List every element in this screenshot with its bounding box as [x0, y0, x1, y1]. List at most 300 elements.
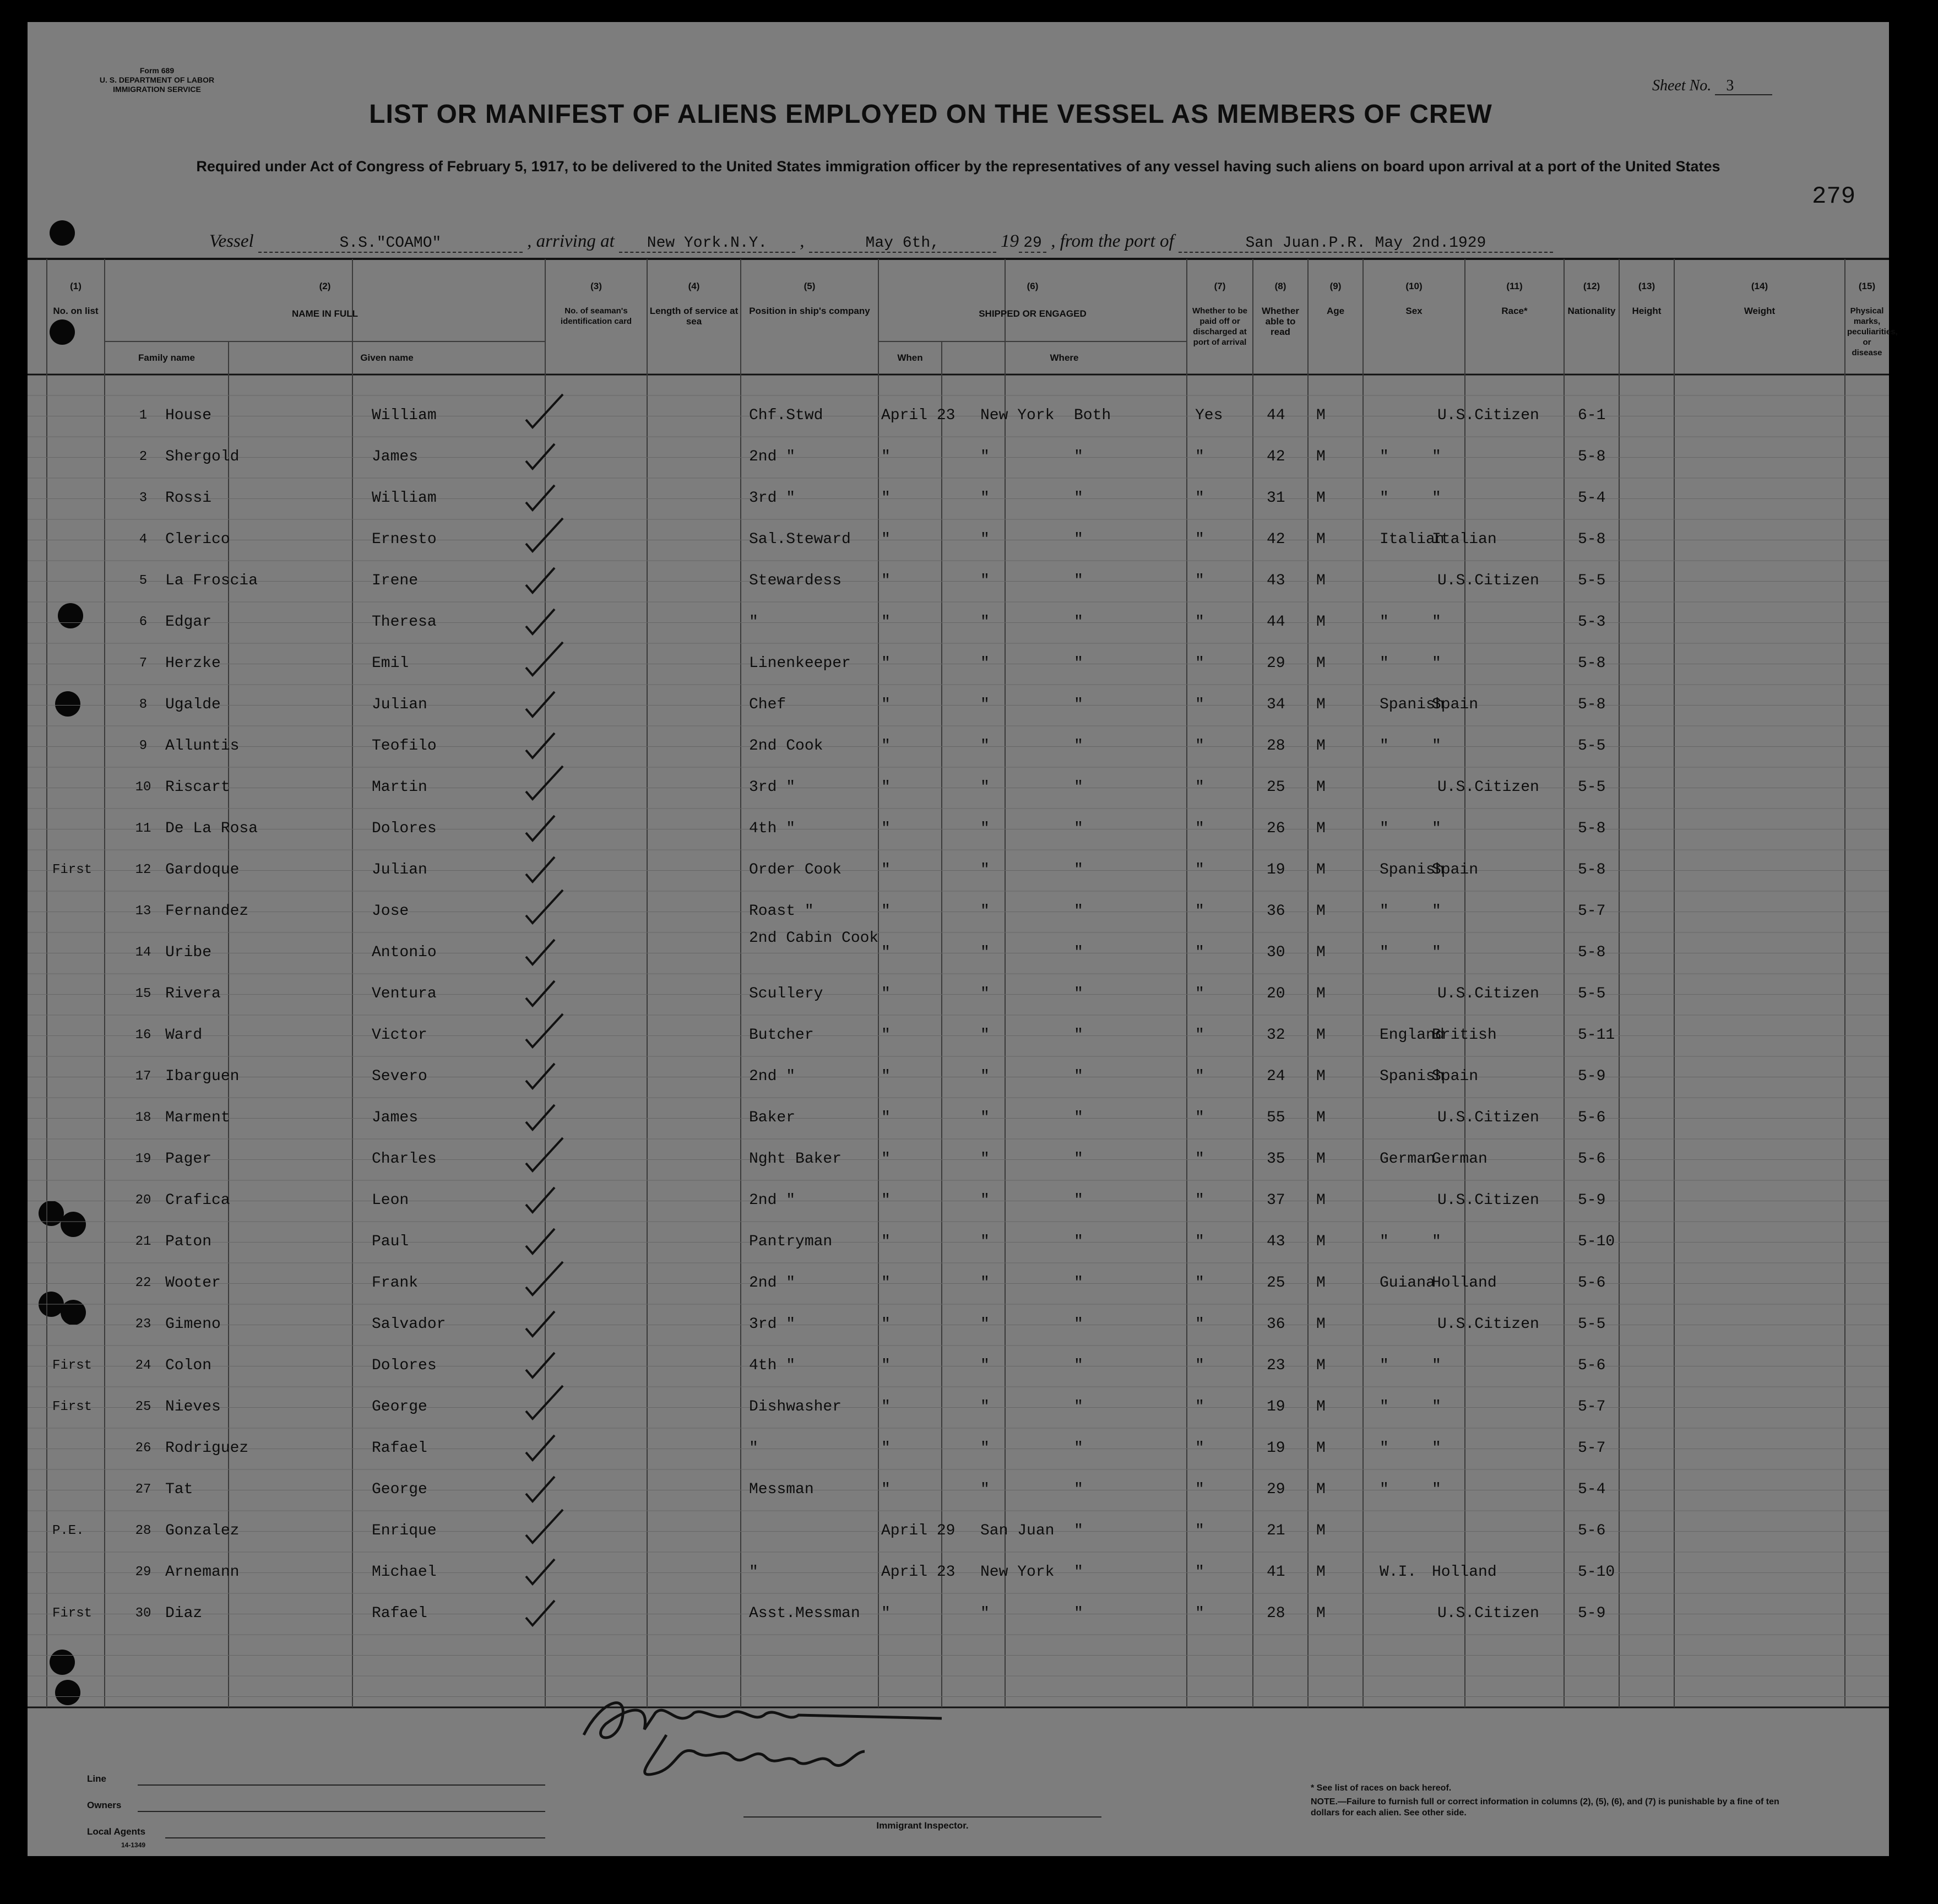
column-label: Position in ship's company: [749, 306, 870, 316]
check-mark: [526, 1138, 563, 1171]
shipped-when: ": [881, 490, 891, 507]
local-agents-label: Local Agents: [87, 1826, 146, 1837]
family-name: Pager: [165, 1151, 212, 1168]
able-to-read: ": [1195, 1440, 1204, 1457]
family-name-header: Family name: [138, 352, 195, 363]
paid-off: ": [1074, 1398, 1083, 1415]
shipped-where: ": [980, 1398, 990, 1415]
given-name: Rafael: [372, 1605, 427, 1622]
arrival-date: May 6th,: [809, 235, 996, 253]
shipped-where: San Juan: [980, 1522, 1055, 1539]
column-label: Physical marks, peculiarities, or disease: [1847, 306, 1898, 357]
row-number: 16: [135, 1028, 151, 1043]
check-mark: [526, 444, 555, 469]
page-title: LIST OR MANIFEST OF ALIENS EMPLOYED ON THE VESSEL AS MEMBERS OF CREW: [369, 100, 1492, 129]
shipped-when: April 29: [881, 1522, 956, 1539]
given-name: Julian: [372, 696, 427, 713]
row-number: 9: [139, 739, 148, 753]
race: ": [1380, 820, 1389, 837]
race: England: [1380, 1027, 1445, 1044]
check-mark: [526, 485, 555, 510]
age: 28: [1267, 1605, 1285, 1622]
given-name: Antonio: [372, 944, 437, 961]
check-mark: [526, 1435, 555, 1460]
paid-off: ": [1074, 1357, 1083, 1374]
owners-field: [138, 1811, 545, 1812]
sex: M: [1316, 985, 1326, 1002]
sex: M: [1316, 1605, 1326, 1622]
sex: M: [1316, 1192, 1326, 1209]
check-mark: [526, 394, 563, 427]
from-label: , from the port of: [1051, 231, 1174, 251]
family-name: Herzke: [165, 655, 221, 672]
height: 5-3: [1578, 614, 1606, 631]
given-name: Michael: [372, 1564, 437, 1581]
column-label: NAME IN FULL: [292, 308, 358, 319]
sex: M: [1316, 655, 1326, 672]
department-name: U. S. DEPARTMENT OF LABOR: [99, 75, 215, 84]
paid-off: ": [1074, 903, 1083, 920]
height: 5-4: [1578, 1481, 1606, 1498]
race: Italian: [1380, 531, 1445, 548]
check-mark: [526, 890, 563, 923]
age: 36: [1267, 903, 1285, 920]
race: Guiana: [1380, 1274, 1435, 1292]
sex: M: [1316, 820, 1326, 837]
sex: M: [1316, 1068, 1326, 1085]
shipped-when: ": [881, 903, 891, 920]
row-number: 7: [139, 656, 148, 671]
column-number: (3): [590, 281, 602, 291]
given-name: Ventura: [372, 985, 437, 1002]
age: 25: [1267, 779, 1285, 796]
able-to-read: ": [1195, 448, 1204, 465]
column-label: SHIPPED OR ENGAGED: [979, 308, 1087, 319]
height: 5-5: [1578, 1316, 1606, 1333]
position: 2nd Cook: [749, 737, 823, 755]
shipped-where: ": [980, 944, 990, 961]
sex: M: [1316, 614, 1326, 631]
given-name: Julian: [372, 861, 427, 878]
row-number: 2: [139, 449, 148, 464]
family-name: Shergold: [165, 448, 240, 465]
race: Spanish: [1380, 861, 1445, 878]
able-to-read: ": [1195, 944, 1204, 961]
column-number: (8): [1274, 281, 1286, 291]
sheet-value: 3: [1715, 77, 1772, 95]
able-to-read: ": [1195, 696, 1204, 713]
row-number: 13: [135, 904, 151, 919]
check-mark: [526, 857, 555, 882]
age: 21: [1267, 1522, 1285, 1539]
given-name-header: Given name: [360, 352, 414, 363]
height: 5-7: [1578, 1398, 1606, 1415]
paid-off: ": [1074, 448, 1083, 465]
height: 5-4: [1578, 490, 1606, 507]
paid-off: ": [1074, 1440, 1083, 1457]
sex: M: [1316, 1151, 1326, 1168]
paid-off: ": [1074, 1522, 1083, 1539]
paid-off: ": [1074, 1027, 1083, 1044]
able-to-read: ": [1195, 655, 1204, 672]
nationality: U.S.Citizen: [1437, 1316, 1539, 1333]
paid-off: ": [1074, 1316, 1083, 1333]
race: ": [1380, 903, 1389, 920]
age: 19: [1267, 861, 1285, 878]
height: 5-10: [1578, 1564, 1615, 1581]
check-mark: [526, 733, 555, 758]
position: Chf.Stwd: [749, 407, 823, 424]
shipped-where: ": [980, 1192, 990, 1209]
height: 5-7: [1578, 1440, 1606, 1457]
shipped-where: ": [980, 1316, 990, 1333]
paid-off: ": [1074, 1233, 1083, 1250]
races-note: * See list of races on back hereof.: [1311, 1783, 1452, 1793]
given-name: Martin: [372, 779, 427, 796]
position: Sal.Steward: [749, 531, 851, 548]
age: 36: [1267, 1316, 1285, 1333]
age: 34: [1267, 696, 1285, 713]
check-mark: [526, 1559, 555, 1584]
able-to-read: ": [1195, 531, 1204, 548]
line-field: [138, 1784, 545, 1786]
shipped-when: ": [881, 1440, 891, 1457]
column-number: (2): [319, 281, 331, 291]
given-name: William: [372, 490, 437, 507]
paid-off: ": [1074, 985, 1083, 1002]
nationality: U.S.Citizen: [1437, 1192, 1539, 1209]
able-to-read: ": [1195, 1398, 1204, 1415]
height: 6-1: [1578, 407, 1606, 424]
shipped-where: ": [980, 696, 990, 713]
nationality: U.S.Citizen: [1437, 1109, 1539, 1126]
able-to-read: ": [1195, 1481, 1204, 1498]
row-number: 20: [135, 1193, 151, 1208]
race: ": [1380, 655, 1389, 672]
given-name: William: [372, 407, 437, 424]
check-mark: [526, 1187, 555, 1212]
position: 2nd ": [749, 1192, 796, 1209]
able-to-read: ": [1195, 490, 1204, 507]
age: 32: [1267, 1027, 1285, 1044]
form-code: 14-1349: [121, 1841, 146, 1849]
age: 43: [1267, 572, 1285, 589]
age: 29: [1267, 655, 1285, 672]
age: 30: [1267, 944, 1285, 961]
column-number: (4): [688, 281, 700, 291]
age: 20: [1267, 985, 1285, 1002]
row-number: 27: [135, 1482, 151, 1497]
shipped-where: ": [980, 1233, 990, 1250]
paid-off: ": [1074, 696, 1083, 713]
position: 4th ": [749, 1357, 796, 1374]
check-mark: [526, 1601, 555, 1625]
sex: M: [1316, 1274, 1326, 1292]
family-name: Gardoque: [165, 861, 240, 878]
nationality: ": [1432, 944, 1441, 961]
row-note: P.E.: [52, 1523, 84, 1538]
family-name: Ibarguen: [165, 1068, 240, 1085]
row-number: 1: [139, 408, 148, 423]
paid-off: ": [1074, 614, 1083, 631]
given-name: Charles: [372, 1151, 437, 1168]
row-number: 17: [135, 1069, 151, 1084]
age: 23: [1267, 1357, 1285, 1374]
family-name: Gimeno: [165, 1316, 221, 1333]
position: Baker: [749, 1109, 796, 1126]
able-to-read: ": [1195, 1109, 1204, 1126]
given-name: Victor: [372, 1027, 427, 1044]
paid-off: ": [1074, 820, 1083, 837]
row-number: 28: [135, 1523, 151, 1538]
vessel-name: S.S."COAMO": [258, 235, 523, 253]
row-number: 21: [135, 1234, 151, 1249]
sex: M: [1316, 944, 1326, 961]
nationality: Holland: [1432, 1564, 1497, 1581]
shipped-when: ": [881, 820, 891, 837]
service-name: IMMIGRATION SERVICE: [113, 85, 201, 94]
sex: M: [1316, 737, 1326, 755]
paid-off: ": [1074, 1481, 1083, 1498]
family-name: Edgar: [165, 614, 212, 631]
column-number: (5): [804, 281, 816, 291]
able-to-read: ": [1195, 1605, 1204, 1622]
nationality: Holland: [1432, 1274, 1497, 1292]
given-name: George: [372, 1481, 427, 1498]
sex: M: [1316, 490, 1326, 507]
check-mark: [526, 1353, 555, 1377]
given-name: Leon: [372, 1192, 409, 1209]
position: 2nd ": [749, 1068, 796, 1085]
position: 2nd ": [749, 1274, 796, 1292]
position: 4th ": [749, 820, 796, 837]
shipped-when: ": [881, 779, 891, 796]
shipped-when: ": [881, 1274, 891, 1292]
row-number: 12: [135, 863, 151, 877]
sex: M: [1316, 531, 1326, 548]
sex: M: [1316, 572, 1326, 589]
paid-off: ": [1074, 1068, 1083, 1085]
column-number: (11): [1506, 281, 1523, 291]
row-number: 22: [135, 1276, 151, 1290]
age: 44: [1267, 614, 1285, 631]
race: Spanish: [1380, 1068, 1445, 1085]
height: 5-10: [1578, 1233, 1615, 1250]
paid-off: Both: [1074, 407, 1111, 424]
family-name: Tat: [165, 1481, 193, 1498]
check-mark: [526, 816, 555, 840]
able-to-read: ": [1195, 820, 1204, 837]
row-note: First: [52, 1358, 93, 1373]
age: 26: [1267, 820, 1285, 837]
paid-off: ": [1074, 861, 1083, 878]
nationality: U.S.Citizen: [1437, 407, 1539, 424]
nationality: Spain: [1432, 696, 1479, 713]
check-mark: [526, 568, 555, 593]
family-name: Crafica: [165, 1192, 230, 1209]
nationality: U.S.Citizen: [1437, 985, 1539, 1002]
check-mark: [526, 1064, 555, 1088]
given-name: James: [372, 1109, 419, 1126]
column-number: (10): [1405, 281, 1423, 291]
column-label: Age: [1326, 306, 1345, 316]
given-name: Theresa: [372, 614, 437, 631]
height: 5-6: [1578, 1522, 1606, 1539]
column-number: (15): [1858, 281, 1876, 291]
column-label: Whether to be paid off or discharged at port of arrival: [1192, 306, 1247, 347]
age: 29: [1267, 1481, 1285, 1498]
position: 3rd ": [749, 1316, 796, 1333]
shipped-when: April 23: [881, 407, 956, 424]
column-label: Sex: [1405, 306, 1423, 316]
sex: M: [1316, 1564, 1326, 1581]
row-number: 8: [139, 697, 148, 712]
row-number: 10: [135, 780, 151, 795]
shipped-when: ": [881, 1027, 891, 1044]
paid-off: ": [1074, 1192, 1083, 1209]
shipped-when: ": [881, 1316, 891, 1333]
sex: M: [1316, 1440, 1326, 1457]
shipped-where: ": [980, 1357, 990, 1374]
local-agents-field: [165, 1837, 545, 1838]
height: 5-5: [1578, 985, 1606, 1002]
able-to-read: ": [1195, 1068, 1204, 1085]
family-name: De La Rosa: [165, 820, 258, 837]
shipped-when: ": [881, 1605, 891, 1622]
row-number: 11: [135, 821, 151, 836]
nationality: ": [1432, 1233, 1441, 1250]
sex: M: [1316, 1398, 1326, 1415]
nationality: ": [1432, 655, 1441, 672]
age: 41: [1267, 1564, 1285, 1581]
check-mark: [526, 692, 555, 717]
row-number: 24: [135, 1358, 151, 1373]
family-name: La Froscia: [165, 572, 258, 589]
shipped-where: ": [980, 1068, 990, 1085]
race: German: [1380, 1151, 1435, 1168]
height: 5-8: [1578, 531, 1606, 548]
race: ": [1380, 1398, 1389, 1415]
age: 24: [1267, 1068, 1285, 1085]
paid-off: ": [1074, 779, 1083, 796]
check-mark: [526, 981, 555, 1006]
given-name: Salvador: [372, 1316, 446, 1333]
family-name: Wooter: [165, 1274, 221, 1292]
sex: M: [1316, 448, 1326, 465]
position: Order Cook: [749, 861, 842, 878]
shipped-where: ": [980, 737, 990, 755]
height: 5-5: [1578, 779, 1606, 796]
family-name: Ugalde: [165, 696, 221, 713]
manifest-page: [28, 22, 1898, 1856]
check-mark: [526, 1229, 555, 1254]
race: ": [1380, 1440, 1389, 1457]
position: 3rd ": [749, 490, 796, 507]
check-mark: [526, 1477, 555, 1501]
height: 5-11: [1578, 1027, 1615, 1044]
position: Messman: [749, 1481, 814, 1498]
position: Butcher: [749, 1027, 814, 1044]
line-label: Line: [87, 1773, 106, 1784]
shipped-when: ": [881, 1233, 891, 1250]
shipped-where: ": [980, 985, 990, 1002]
shipped-when: ": [881, 655, 891, 672]
sex: M: [1316, 1481, 1326, 1498]
position: Linenkeeper: [749, 655, 851, 672]
departure-port: San Juan.P.R. May 2nd.1929: [1179, 235, 1553, 253]
family-name: Rodriguez: [165, 1440, 249, 1457]
family-name: Arnemann: [165, 1564, 240, 1581]
sheet-label: Sheet No.: [1652, 77, 1712, 94]
row-number: 25: [135, 1399, 151, 1414]
row-note: First: [52, 1606, 93, 1621]
position: Asst.Messman: [749, 1605, 860, 1622]
given-name: George: [372, 1398, 427, 1415]
when-header: When: [897, 352, 923, 363]
row-number: 14: [135, 945, 151, 960]
row-number: 23: [135, 1317, 151, 1332]
height: 5-7: [1578, 903, 1606, 920]
column-label: Whether able to read: [1262, 306, 1299, 337]
check-mark: [526, 1386, 563, 1419]
family-name: Rivera: [165, 985, 221, 1002]
shipped-when: ": [881, 1068, 891, 1085]
vessel-line: Vessel S.S."COAMO" , arriving at New York.N.Y. , May 6th, 19 29 , from the port of San Juan.P.R. May 2nd.1929: [209, 231, 1553, 253]
nationality: German: [1432, 1151, 1488, 1168]
able-to-read: ": [1195, 1357, 1204, 1374]
check-mark: [526, 518, 563, 551]
shipped-where: ": [980, 1027, 990, 1044]
race: ": [1380, 490, 1389, 507]
position: 2nd ": [749, 448, 796, 465]
family-name: Ward: [165, 1027, 203, 1044]
shipped-where: ": [980, 903, 990, 920]
nationality: ": [1432, 614, 1441, 631]
height: 5-8: [1578, 696, 1606, 713]
manifest-grid: [28, 22, 1898, 1856]
able-to-read: ": [1195, 1564, 1204, 1581]
able-to-read: ": [1195, 572, 1204, 589]
shipped-when: ": [881, 985, 891, 1002]
paid-off: ": [1074, 655, 1083, 672]
row-number: 5: [139, 573, 148, 588]
shipped-when: ": [881, 696, 891, 713]
nationality: ": [1432, 903, 1441, 920]
age: 35: [1267, 1151, 1285, 1168]
sex: M: [1316, 1027, 1326, 1044]
row-number: 4: [139, 532, 148, 547]
check-mark: [526, 1105, 555, 1130]
position: Dishwasher: [749, 1398, 842, 1415]
row-number: 18: [135, 1110, 151, 1125]
family-name: Nieves: [165, 1398, 221, 1415]
given-name: Irene: [372, 572, 419, 589]
paid-off: ": [1074, 490, 1083, 507]
family-name: Clerico: [165, 531, 230, 548]
stamp-number: 279: [1812, 183, 1856, 210]
position: Stewardess: [749, 572, 842, 589]
given-name: Rafael: [372, 1440, 427, 1457]
shipped-where: ": [980, 1274, 990, 1292]
family-name: House: [165, 407, 212, 424]
given-name: Jose: [372, 903, 409, 920]
able-to-read: ": [1195, 1274, 1204, 1292]
family-name: Diaz: [165, 1605, 203, 1622]
family-name: Riscart: [165, 779, 230, 796]
shipped-when: ": [881, 614, 891, 631]
shipped-when: ": [881, 1192, 891, 1209]
shipped-when: ": [881, 1151, 891, 1168]
